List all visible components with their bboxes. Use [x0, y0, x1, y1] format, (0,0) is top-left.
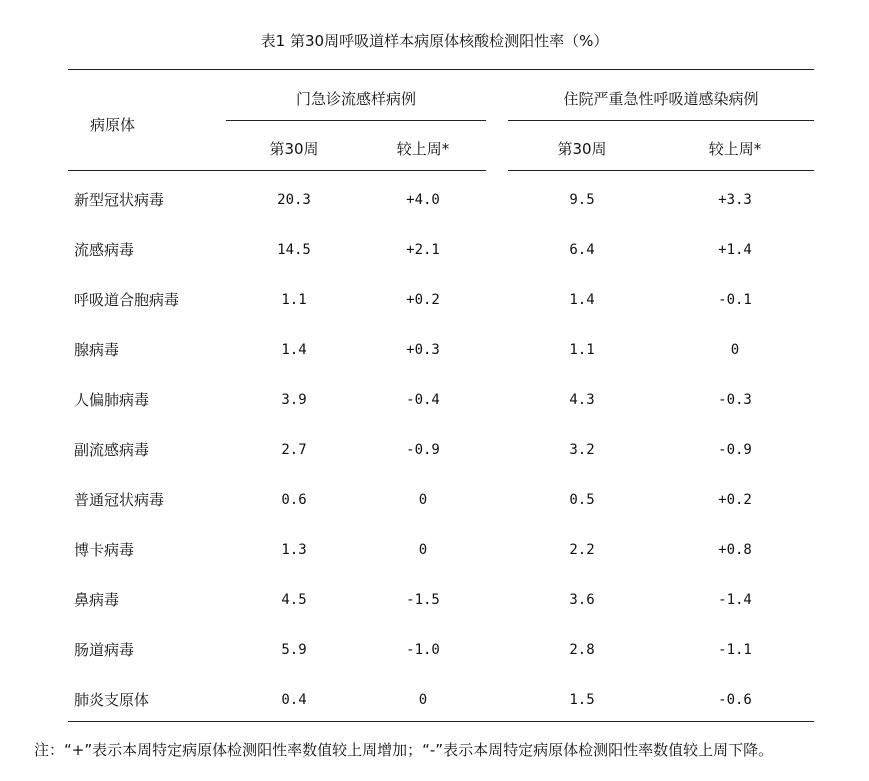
cell-ip-change: -0.9	[718, 442, 752, 458]
cell-ip-week: 4.3	[569, 392, 595, 408]
cell-op-week: 1.1	[281, 292, 307, 308]
cell-op-week: 1.4	[281, 342, 307, 358]
cell-op-week: 2.7	[281, 442, 307, 458]
header-bottom-rule-1	[68, 170, 486, 171]
header-group2-rule	[508, 120, 814, 121]
cell-ip-week: 3.6	[569, 592, 595, 608]
row-pathogen-name: 博卡病毒	[74, 541, 135, 559]
cell-ip-change: -1.4	[718, 592, 752, 608]
cell-ip-week: 1.5	[569, 692, 595, 708]
cell-op-change: 0	[418, 492, 428, 508]
cell-op-change: +0.3	[406, 342, 440, 358]
header-group-outpatient: 门急诊流感样病例	[295, 90, 416, 108]
table-top-rule	[68, 69, 814, 70]
row-pathogen-name: 肺炎支原体	[74, 691, 150, 709]
cell-ip-week: 3.2	[569, 442, 595, 458]
cell-ip-week: 1.1	[569, 342, 595, 358]
cell-op-week: 4.5	[281, 592, 307, 608]
row-pathogen-name: 呼吸道合胞病毒	[74, 291, 180, 309]
cell-ip-week: 9.5	[569, 192, 595, 208]
cell-op-change: -0.4	[406, 392, 440, 408]
cell-ip-change: +0.8	[718, 542, 752, 558]
table-footnote: 注：“+”表示本周特定病原体检测阳性率数值较上周增加；“-”表示本周特定病原体检测阳性率数值较上周下降。	[34, 741, 774, 759]
cell-ip-week: 0.5	[569, 492, 595, 508]
header-pathogen: 病原体	[90, 116, 136, 134]
cell-op-week: 1.3	[281, 542, 307, 558]
header-bottom-rule-2	[508, 170, 814, 171]
cell-ip-change: -1.1	[718, 642, 752, 658]
cell-op-week: 20.3	[277, 192, 311, 208]
cell-ip-change: -0.1	[718, 292, 752, 308]
cell-ip-change: +0.2	[718, 492, 752, 508]
header-ip-change: 较上周*	[708, 140, 762, 158]
cell-ip-change: 0	[730, 342, 740, 358]
row-pathogen-name: 腺病毒	[74, 341, 120, 359]
table-bottom-rule	[68, 721, 814, 722]
row-pathogen-name: 新型冠状病毒	[74, 191, 165, 209]
cell-ip-change: +3.3	[718, 192, 752, 208]
cell-op-change: 0	[418, 692, 428, 708]
header-op-week: 第30周	[269, 140, 319, 158]
cell-ip-change: +1.4	[718, 242, 752, 258]
cell-ip-week: 6.4	[569, 242, 595, 258]
cell-op-change: +0.2	[406, 292, 440, 308]
cell-op-change: +4.0	[406, 192, 440, 208]
header-ip-week: 第30周	[557, 140, 607, 158]
cell-op-week: 14.5	[277, 242, 311, 258]
cell-op-week: 3.9	[281, 392, 307, 408]
cell-ip-change: -0.6	[718, 692, 752, 708]
header-group-inpatient: 住院严重急性呼吸道感染病例	[563, 90, 759, 108]
cell-op-week: 0.6	[281, 492, 307, 508]
cell-op-change: 0	[418, 542, 428, 558]
row-pathogen-name: 流感病毒	[74, 241, 135, 259]
table-title: 表1 第30周呼吸道样本病原体核酸检测阳性率（%）	[260, 32, 609, 50]
row-pathogen-name: 副流感病毒	[74, 441, 150, 459]
cell-ip-change: -0.3	[718, 392, 752, 408]
cell-op-week: 0.4	[281, 692, 307, 708]
cell-ip-week: 2.2	[569, 542, 595, 558]
cell-op-week: 5.9	[281, 642, 307, 658]
row-pathogen-name: 普通冠状病毒	[74, 491, 165, 509]
cell-ip-week: 2.8	[569, 642, 595, 658]
cell-ip-week: 1.4	[569, 292, 595, 308]
cell-op-change: +2.1	[406, 242, 440, 258]
row-pathogen-name: 肠道病毒	[74, 641, 135, 659]
row-pathogen-name: 鼻病毒	[74, 591, 120, 609]
header-op-change: 较上周*	[396, 140, 450, 158]
cell-op-change: -1.5	[406, 592, 440, 608]
cell-op-change: -0.9	[406, 442, 440, 458]
row-pathogen-name: 人偏肺病毒	[74, 391, 150, 409]
cell-op-change: -1.0	[406, 642, 440, 658]
header-group1-rule	[226, 120, 486, 121]
